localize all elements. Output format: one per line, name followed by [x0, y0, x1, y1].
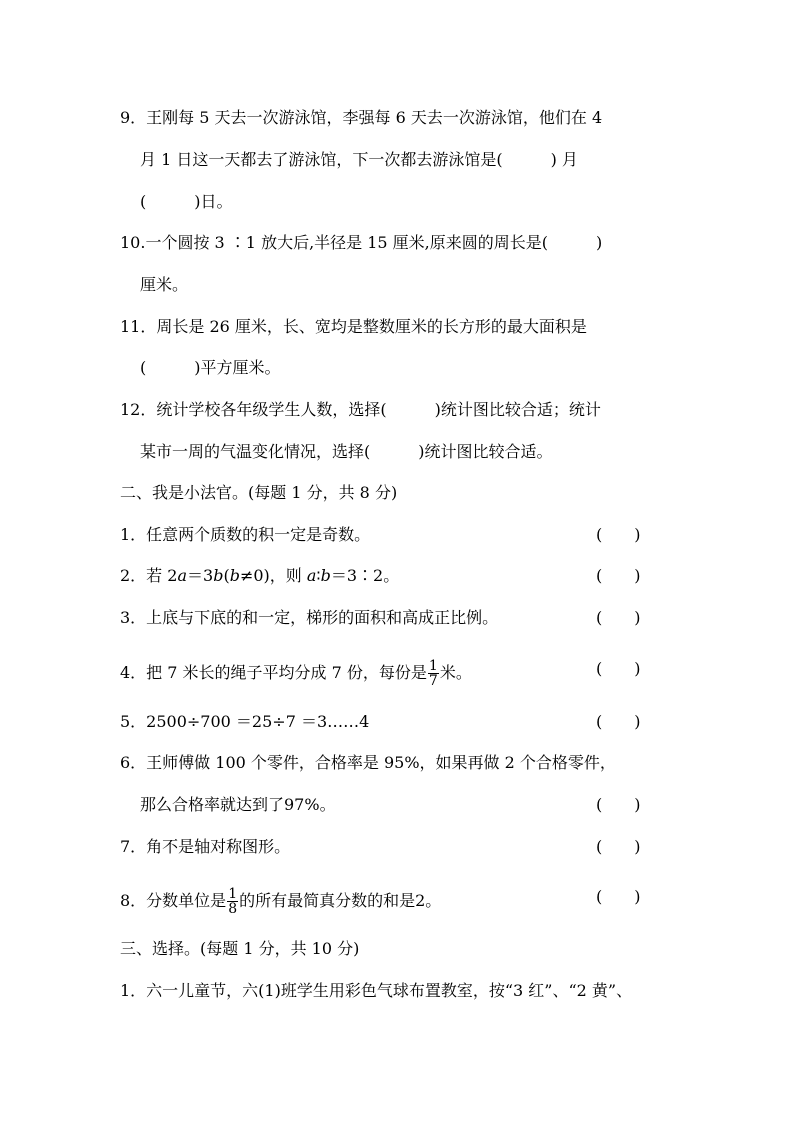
judge-answer-1[interactable]: ( ) [596, 525, 641, 544]
item2-var-b: b [213, 566, 224, 585]
judge-item-1: 1．任意两个质数的积一定是奇数。 [120, 525, 371, 544]
item2-text-e: ∶ [316, 566, 321, 585]
fraction-numerator: 1 [228, 886, 238, 902]
fraction-one-eighth [227, 887, 238, 916]
judge-item-6-line-1: 6．王师傅做 100 个零件，合格率是 95%，如果再做 2 个合格零件， [120, 753, 616, 772]
judge-answer-4[interactable]: ( ) [596, 659, 641, 678]
judge-item-8 [120, 887, 441, 916]
fraction-denominator: 8 [228, 901, 238, 917]
judge-answer-6[interactable]: ( ) [596, 795, 641, 814]
item2-var-b2: b [229, 566, 240, 585]
section3-title: 三、选择。(每题 1 分，共 10 分) [120, 939, 360, 958]
q9-line-2: 月 1 日这一天都去了游泳馆，下一次都去游泳馆是( ) 月 [140, 150, 578, 169]
fraction-numerator: 1 [428, 658, 438, 674]
judge-answer-8[interactable]: ( ) [596, 887, 641, 906]
choice-item-1-line-1: 1．六一儿童节，六(1)班学生用彩色气球布置教室，按“3 红”、“2 黄”、 [120, 981, 633, 1000]
q12-line-1: 12．统计学校各年级学生人数，选择( )统计图比较合适；统计 [120, 400, 601, 419]
judge-answer-5[interactable]: ( ) [596, 712, 641, 731]
item2-text-b: ＝3 [187, 566, 214, 585]
item8-text-a: 8．分数单位是 [120, 891, 227, 910]
item8-text-b: 的所有最简真分数的和是2。 [239, 891, 442, 910]
judge-item-2 [120, 566, 399, 586]
item2-var-a: a [177, 566, 187, 585]
judge-item-4 [120, 659, 472, 688]
item2-text-d: ≠0)，则 [239, 566, 307, 585]
item2-text-a: 2．若 2 [120, 566, 178, 585]
judge-item-3: 3．上底与下底的和一定，梯形的面积和高成正比例。 [120, 608, 499, 627]
fraction-denominator: 7 [428, 673, 438, 689]
judge-answer-2[interactable]: ( ) [596, 566, 641, 585]
item2-text-c: ( [223, 566, 230, 585]
section2-title: 二、我是小法官。(每题 1 分，共 8 分) [120, 483, 398, 502]
q12-line-2: 某市一周的气温变化情况，选择( )统计图比较合适。 [140, 442, 553, 461]
q10-line-2: 厘米。 [140, 275, 189, 294]
item4-text-b: 米。 [439, 663, 472, 682]
q10-line-1: 10.一个圆按 3 ∶1 放大后,半径是 15 厘米,原来圆的周长是( ) [120, 233, 603, 252]
item2-var-a2: a [306, 566, 317, 585]
judge-item-6-line-2: 那么合格率就达到了97%。 [140, 795, 336, 814]
fraction-one-seventh [428, 659, 439, 688]
judge-answer-3[interactable]: ( ) [596, 608, 641, 627]
q9-line-3: ( )日。 [140, 192, 233, 211]
q11-line-2: ( )平方厘米。 [140, 358, 281, 377]
judge-item-7: 7．角不是轴对称图形。 [120, 837, 291, 856]
item2-var-b3: b [320, 566, 331, 585]
item4-text-a: 4．把 7 米长的绳子平均分成 7 份，每份是 [120, 663, 427, 682]
judge-item-5: 5．2500÷700 ＝25÷7 ＝3……4 [120, 712, 370, 731]
judge-answer-7[interactable]: ( ) [596, 837, 641, 856]
item2-text-f: ＝3∶2。 [330, 566, 400, 585]
q9-line-1: 9．王刚每 5 天去一次游泳馆，李强每 6 天去一次游泳馆，他们在 4 [120, 108, 603, 127]
q11-line-1: 11．周长是 26 厘米，长、宽均是整数厘米的长方形的最大面积是 [120, 317, 587, 336]
